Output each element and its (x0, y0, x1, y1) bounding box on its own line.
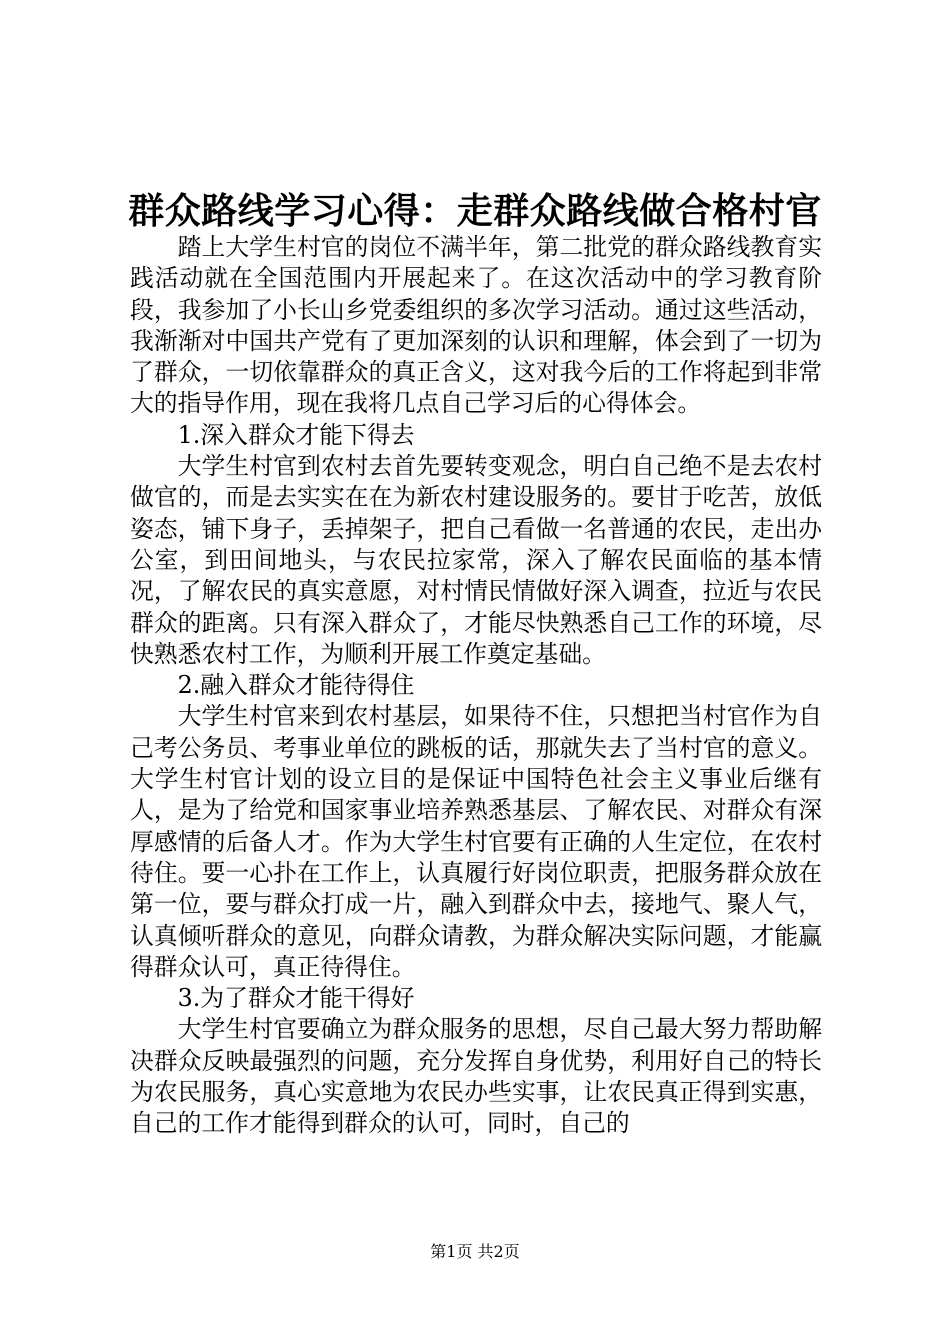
section-heading-1: 1.深入群众才能下得去 (177, 420, 415, 449)
section-body-2: 大学生村官来到农村基层，如果待不住，只想把当村官作为自己考公务员、考事业单位的跳板的话，那就失去了当村官的意义。大学生村官计划的设立目的是保证中国特色社会主义事业后继有人，是为了给党和国家事业培养熟悉基层、了解农民、对群众有深厚感情的后备人才。作为大学生村官要有正确的人生定位，在农村待住。要一心扑在工作上，认真履行好岗位职责，把服务群众放在第一位，要与群众打成一片，融入到群众中去，接地气、聚人气，认真倾听群众的意见，向群众请教，为群众解决实际问题，才能赢得群众认可，真正待得住。 (130, 702, 822, 981)
document-title: 群众路线学习心得：走群众路线做合格村官 (128, 190, 822, 232)
section-body-1: 大学生村官到农村去首先要转变观念，明白自己绝不是去农村做官的，而是去实实在在为新农村建设服务的。要甘于吃苦，放低姿态，铺下身子，丢掉架子，把自己看做一名普通的农民，走出办公室，到田间地头，与农民拉家常，深入了解农民面临的基本情况，了解农民的真实意愿，对村情民情做好深入调查，拉近与农民群众的距离。只有深入群众了，才能尽快熟悉自己工作的环境，尽快熟悉农村工作，为顺利开展工作奠定基础。 (130, 452, 822, 668)
page-footer: 第1页 共2页 (430, 1242, 520, 1261)
section-body-3: 大学生村官要确立为群众服务的思想，尽自己最大努力帮助解决群众反映最强烈的问题，充分发挥自身优势，利用好自己的特长为农民服务，真心实意地为农民办些实事，让农民真正得到实惠，自己的工作才能得到群众的认可，同时，自己的 (130, 1015, 822, 1138)
intro-paragraph: 踏上大学生村官的岗位不满半年，第二批党的群众路线教育实践活动就在全国范围内开展起来了。在这次活动中的学习教育阶段，我参加了小长山乡党委组织的多次学习活动。通过这些活动，我渐渐对中国共产党有了更加深刻的认识和理解，体会到了一切为了群众，一切依靠群众的真正含义，这对我今后的工作将起到非常大的指导作用，现在我将几点自己学习后的心得体会。 (130, 233, 822, 418)
section-heading-2: 2.融入群众才能待得住 (177, 671, 415, 700)
document-body (130, 232, 822, 1140)
section-heading-3: 3.为了群众才能干得好 (177, 984, 415, 1013)
